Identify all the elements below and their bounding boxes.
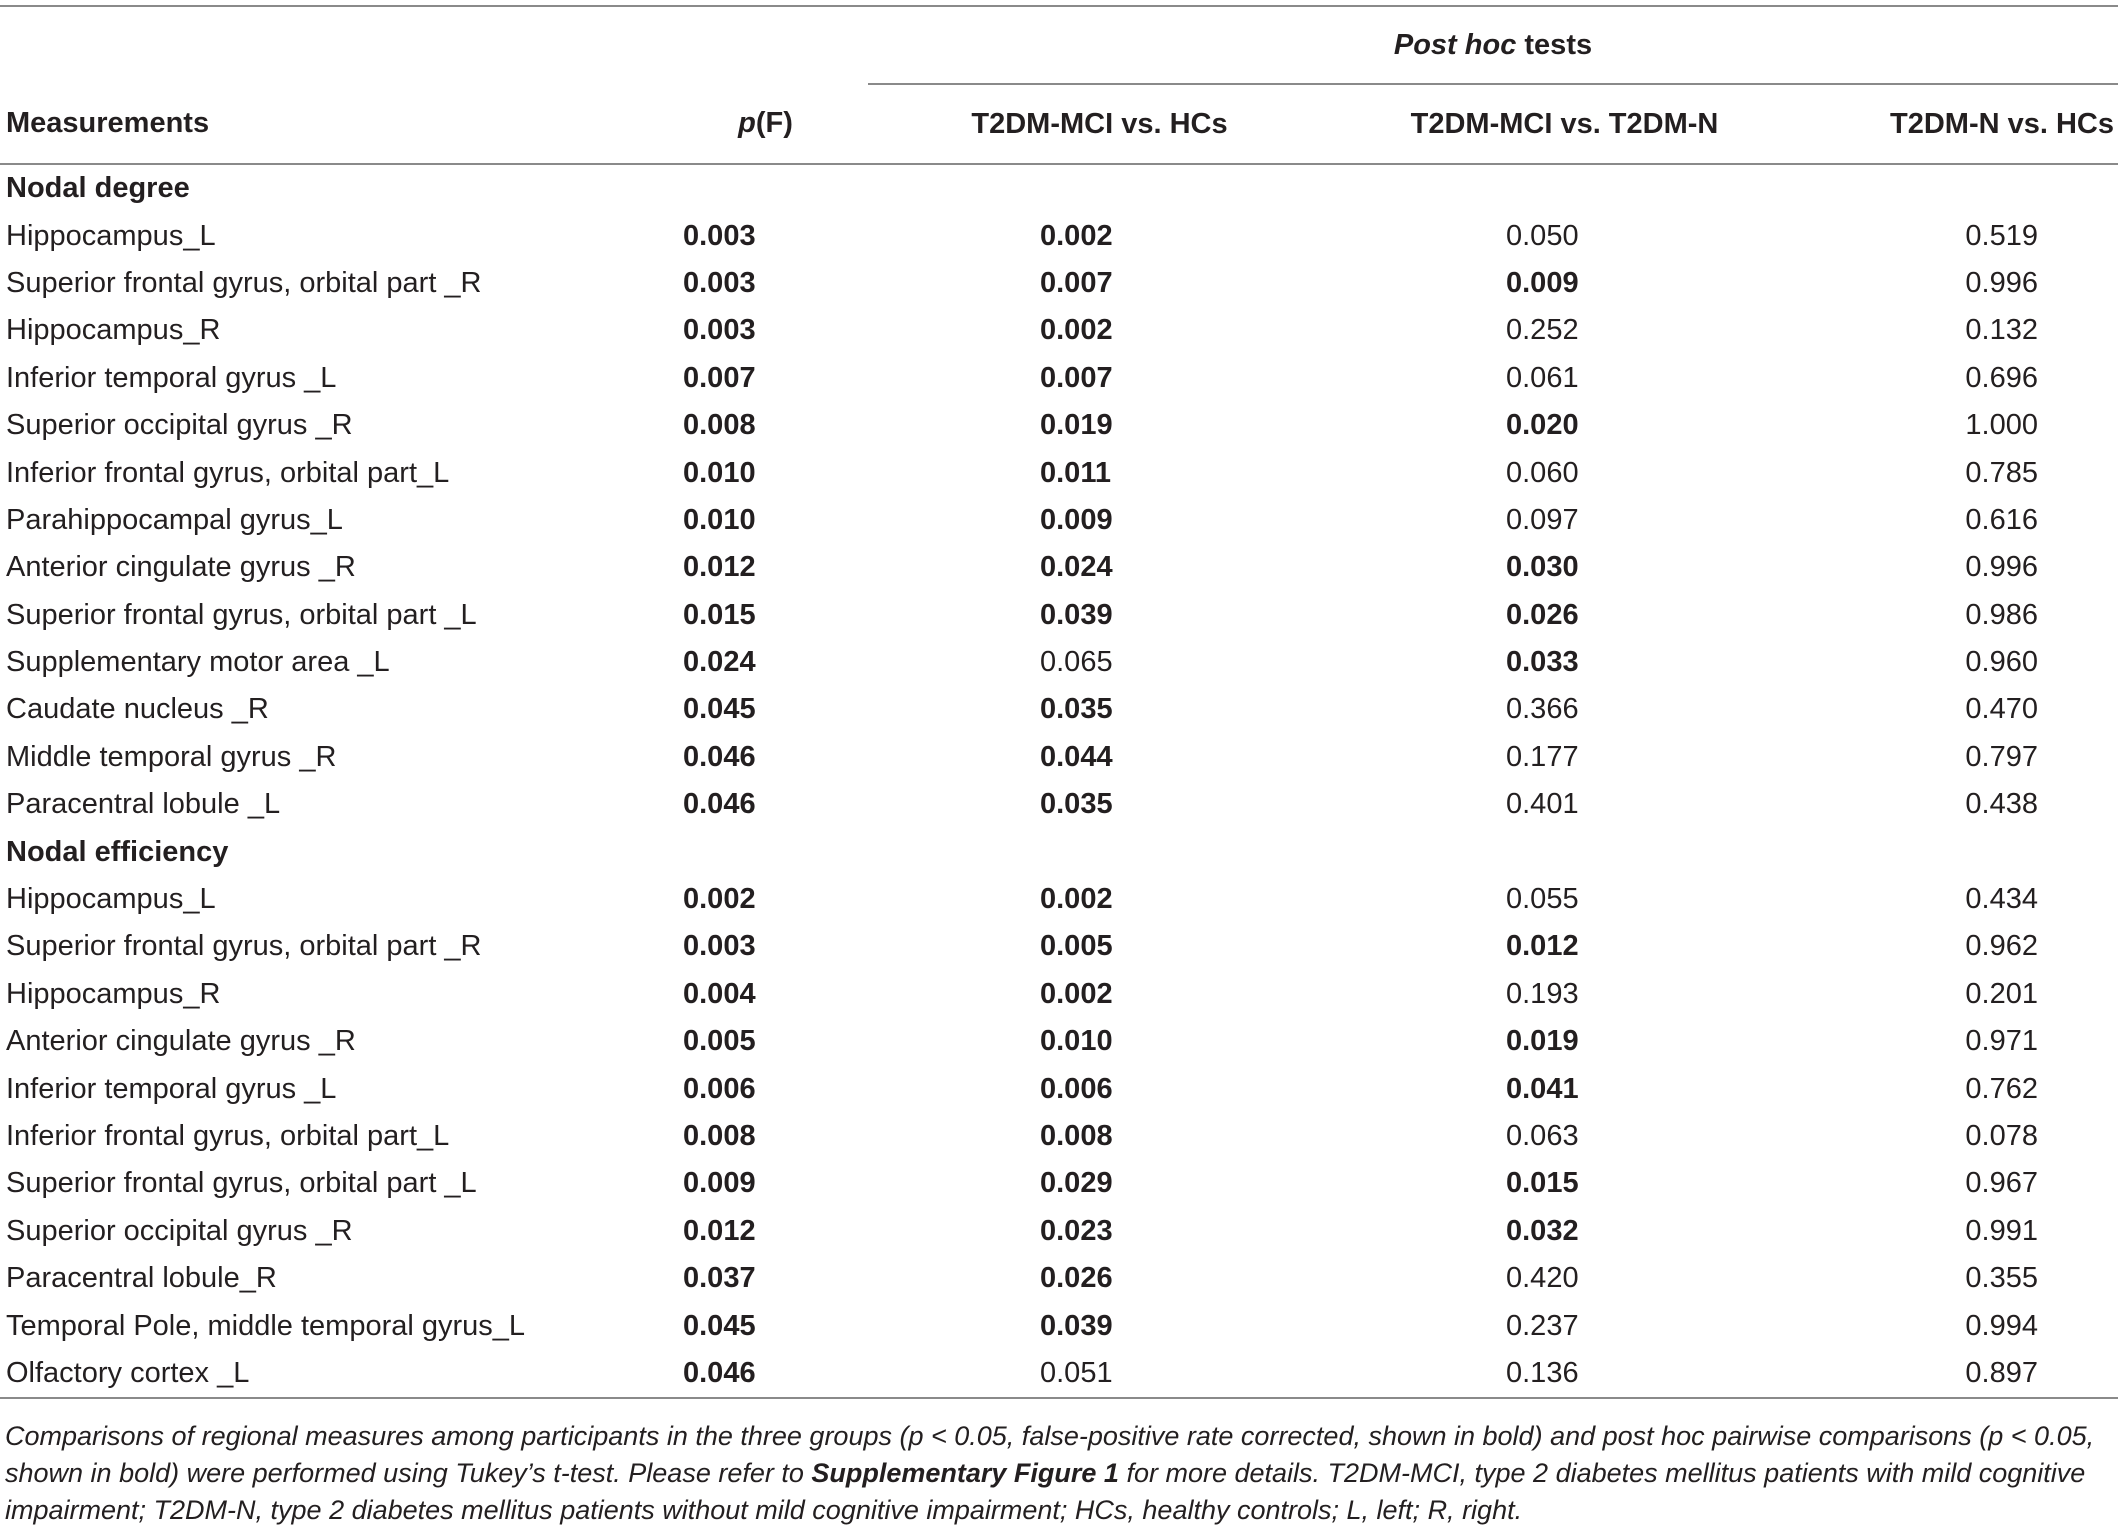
mci-vs-hc-cell: 0.065	[1040, 646, 1113, 679]
table-row	[0, 971, 2118, 1018]
n-vs-hc-cell: 0.986	[1965, 598, 2038, 631]
col-header-pf: p(F)	[663, 84, 868, 164]
region-cell: Paracentral lobule _L	[6, 788, 281, 821]
mci-vs-hc-cell: 0.039	[1040, 1309, 1113, 1342]
n-vs-hc-cell: 0.996	[1965, 266, 2038, 299]
region-cell: Temporal Pole, middle temporal gyrus_L	[6, 1309, 526, 1342]
mci-vs-n-cell: 0.136	[1331, 1350, 1798, 1398]
n-vs-hc-cell: 0.991	[1965, 1214, 2038, 1247]
mci-vs-n-cell: 0.030	[1506, 551, 1579, 584]
table-row	[0, 781, 2118, 828]
mci-vs-hc-cell: 0.007	[1040, 266, 1113, 299]
region-cell: Superior frontal gyrus, orbital part _L	[6, 598, 477, 631]
mci-vs-n-cell: 0.177	[1506, 740, 1579, 773]
n-vs-hc-cell: 0.962	[1965, 930, 2038, 963]
table-footnote: Comparisons of regional measures among participants in the three groups (p < 0.05, false-positive rate corrected, shown in bold) and post hoc pairwise comparisons (p < 0.05, shown in bold) were performed using Tukey’s t-test. Please refer to Supplementary Figure 1 for more details. T2DM-MCI, type 2 diabetes mellitus patients with mild cognitive impairment; T2DM-N, type 2 diabetes mellitus patients without mild cognitive impairment; HCs, healthy controls; L, left; R, right.	[5, 1421, 2095, 1525]
mci-vs-hc-cell: 0.051	[868, 1350, 1331, 1398]
mci-vs-hc-cell: 0.007	[1040, 361, 1113, 394]
mci-vs-hc-cell: 0.026	[1040, 1262, 1113, 1295]
mci-vs-n-cell: 0.063	[1506, 1120, 1579, 1152]
mci-vs-n-cell: 0.401	[1506, 788, 1579, 821]
pf-cell: 0.012	[683, 551, 756, 584]
table-row	[0, 355, 2118, 402]
n-vs-hc-cell: 0.960	[1965, 646, 2038, 679]
mci-vs-n-cell: 0.019	[1506, 1025, 1579, 1058]
mci-vs-hc-cell: 0.002	[1040, 977, 1113, 1010]
region-cell: Supplementary motor area _L	[6, 646, 390, 679]
mci-vs-n-cell: 0.060	[1506, 456, 1579, 489]
mci-vs-hc-cell: 0.035	[1040, 788, 1113, 821]
mci-vs-n-cell: 0.041	[1506, 1072, 1579, 1105]
pf-cell: 0.006	[683, 1072, 756, 1105]
mci-vs-hc-cell: 0.039	[1040, 598, 1113, 631]
region-cell: Hippocampus_R	[6, 977, 221, 1010]
n-vs-hc-cell: 0.519	[1965, 219, 2038, 252]
region-cell: Inferior frontal gyrus, orbital part_L	[6, 1120, 450, 1152]
mci-vs-hc-cell: 0.002	[1040, 314, 1113, 347]
mci-vs-hc-cell: 0.009	[1040, 503, 1113, 536]
region-cell: Inferior frontal gyrus, orbital part_L	[6, 456, 450, 489]
section-title: Nodal efficiency	[6, 835, 229, 868]
table-row	[0, 1255, 2118, 1302]
mci-vs-n-cell: 0.193	[1506, 977, 1579, 1010]
region-cell: Hippocampus_L	[6, 883, 216, 916]
table-row	[0, 497, 2118, 544]
table-row	[0, 592, 2118, 639]
mci-vs-n-cell: 0.420	[1506, 1262, 1579, 1295]
table-row	[0, 1113, 2118, 1160]
mci-vs-n-cell: 0.033	[1506, 646, 1579, 679]
pf-cell: 0.024	[683, 646, 756, 679]
mci-vs-hc-cell: 0.005	[1040, 930, 1113, 963]
n-vs-hc-cell: 0.616	[1965, 503, 2038, 536]
pf-cell: 0.003	[683, 266, 756, 299]
col-header-n-vs-hc: T2DM-N vs. HCs	[1798, 84, 2118, 164]
pf-cell: 0.046	[663, 1350, 868, 1398]
region-cell: Superior occipital gyrus _R	[6, 409, 353, 442]
mci-vs-hc-cell: 0.002	[1040, 219, 1113, 252]
region-cell: Hippocampus_R	[6, 314, 221, 347]
n-vs-hc-cell: 0.696	[1965, 361, 2038, 394]
table-row	[0, 639, 2118, 686]
table-row	[0, 1160, 2118, 1207]
n-vs-hc-cell: 0.994	[1965, 1309, 2038, 1342]
table-row	[0, 1065, 2118, 1112]
n-vs-hc-cell: 1.000	[1965, 409, 2038, 442]
table-row	[0, 402, 2118, 449]
n-vs-hc-cell: 0.797	[1965, 740, 2038, 773]
n-vs-hc-cell: 0.967	[1965, 1167, 2038, 1200]
mci-vs-hc-cell: 0.035	[1040, 693, 1113, 726]
pf-cell: 0.003	[683, 314, 756, 347]
table-row	[0, 1302, 2118, 1349]
mci-vs-hc-cell: 0.044	[1040, 740, 1113, 773]
pf-cell: 0.012	[683, 1214, 756, 1247]
mci-vs-hc-cell: 0.024	[1040, 551, 1113, 584]
region-cell: Anterior cingulate gyrus _R	[6, 1025, 356, 1058]
mci-vs-n-cell: 0.009	[1506, 266, 1579, 299]
pf-cell: 0.045	[683, 1309, 756, 1342]
region-cell: Caudate nucleus _R	[6, 693, 269, 726]
n-vs-hc-cell: 0.201	[1965, 977, 2038, 1010]
region-cell: Middle temporal gyrus _R	[6, 740, 337, 773]
mci-vs-hc-cell: 0.008	[1040, 1120, 1113, 1152]
region-cell: Superior frontal gyrus, orbital part _L	[6, 1167, 477, 1200]
region-cell: Parahippocampal gyrus_L	[6, 503, 343, 536]
mci-vs-n-cell: 0.015	[1506, 1167, 1579, 1200]
table-row	[0, 1350, 2118, 1398]
mci-vs-n-cell: 0.020	[1506, 409, 1579, 442]
pf-cell: 0.009	[683, 1167, 756, 1200]
section-header-row	[0, 828, 2118, 875]
table-row	[0, 876, 2118, 923]
mci-vs-hc-cell: 0.029	[1040, 1167, 1113, 1200]
pf-cell: 0.004	[683, 977, 756, 1010]
col-header-mci-vs-hc: T2DM-MCI vs. HCs	[868, 84, 1331, 164]
section-title: Nodal degree	[6, 172, 190, 205]
n-vs-hc-cell: 0.078	[1965, 1120, 2038, 1152]
region-cell: Superior frontal gyrus, orbital part _R	[6, 266, 482, 299]
pf-cell: 0.010	[683, 503, 756, 536]
mci-vs-n-cell: 0.026	[1506, 598, 1579, 631]
region-cell: Inferior temporal gyrus _L	[6, 361, 337, 394]
col-header-measurements: Measurements	[0, 84, 663, 164]
pf-cell: 0.037	[683, 1262, 756, 1295]
table-row	[0, 1208, 2118, 1255]
pf-cell: 0.007	[683, 361, 756, 394]
mci-vs-hc-cell: 0.002	[1040, 883, 1113, 916]
table-row	[0, 449, 2118, 496]
n-vs-hc-cell: 0.762	[1965, 1072, 2038, 1105]
n-vs-hc-cell: 0.132	[1965, 314, 2038, 347]
mci-vs-n-cell: 0.050	[1506, 219, 1579, 252]
posthoc-header: Post hoc tests	[868, 7, 2118, 84]
mci-vs-hc-cell: 0.023	[1040, 1214, 1113, 1247]
mci-vs-n-cell: 0.055	[1506, 883, 1579, 916]
n-vs-hc-cell: 0.438	[1965, 788, 2038, 821]
mci-vs-n-cell: 0.012	[1506, 930, 1579, 963]
pf-cell: 0.002	[683, 883, 756, 916]
table-row	[0, 686, 2118, 733]
mci-vs-n-cell: 0.237	[1506, 1309, 1579, 1342]
region-cell: Paracentral lobule_R	[6, 1262, 277, 1295]
table-row	[0, 544, 2118, 591]
region-cell: Superior frontal gyrus, orbital part _R	[6, 930, 482, 963]
region-cell: Anterior cingulate gyrus _R	[6, 551, 356, 584]
mci-vs-n-cell: 0.032	[1506, 1214, 1579, 1247]
mci-vs-hc-cell: 0.010	[1040, 1025, 1113, 1058]
n-vs-hc-cell: 0.355	[1965, 1262, 2038, 1295]
pf-cell: 0.005	[683, 1025, 756, 1058]
results-table	[0, 5, 2118, 1399]
mci-vs-n-cell: 0.061	[1506, 361, 1579, 394]
n-vs-hc-cell: 0.996	[1965, 551, 2038, 584]
n-vs-hc-cell: 0.897	[1798, 1350, 2118, 1398]
mci-vs-n-cell: 0.252	[1506, 314, 1579, 347]
pf-cell: 0.008	[683, 409, 756, 442]
pf-cell: 0.015	[683, 598, 756, 631]
pf-cell: 0.008	[683, 1120, 756, 1152]
pf-cell: 0.003	[683, 219, 756, 252]
n-vs-hc-cell: 0.971	[1965, 1025, 2038, 1058]
table-body	[0, 164, 2118, 1398]
region-cell: Hippocampus_L	[6, 219, 216, 252]
region-cell: Superior occipital gyrus _R	[6, 1214, 353, 1247]
pf-cell: 0.046	[683, 740, 756, 773]
pf-cell: 0.010	[683, 456, 756, 489]
pf-cell: 0.003	[683, 930, 756, 963]
pf-cell: 0.046	[683, 788, 756, 821]
mci-vs-n-cell: 0.366	[1506, 693, 1579, 726]
n-vs-hc-cell: 0.434	[1965, 883, 2038, 916]
table-row	[0, 1018, 2118, 1065]
table-row	[0, 923, 2118, 970]
supplementary-figure-link[interactable]: Supplementary Figure 1	[811, 1458, 1119, 1488]
mci-vs-hc-cell: 0.011	[1040, 456, 1111, 489]
table-row	[0, 212, 2118, 259]
table-row	[0, 260, 2118, 307]
region-cell: Olfactory cortex _L	[0, 1350, 663, 1398]
section-header-row	[0, 164, 2118, 212]
table-row	[0, 307, 2118, 354]
pf-cell: 0.045	[683, 693, 756, 726]
mci-vs-hc-cell: 0.019	[1040, 409, 1113, 442]
n-vs-hc-cell: 0.470	[1965, 693, 2038, 726]
mci-vs-n-cell: 0.097	[1506, 503, 1579, 536]
col-header-mci-vs-n: T2DM-MCI vs. T2DM-N	[1331, 84, 1798, 164]
mci-vs-hc-cell: 0.006	[1040, 1072, 1113, 1105]
region-cell: Inferior temporal gyrus _L	[6, 1072, 337, 1105]
table-row	[0, 734, 2118, 781]
n-vs-hc-cell: 0.785	[1965, 456, 2038, 489]
